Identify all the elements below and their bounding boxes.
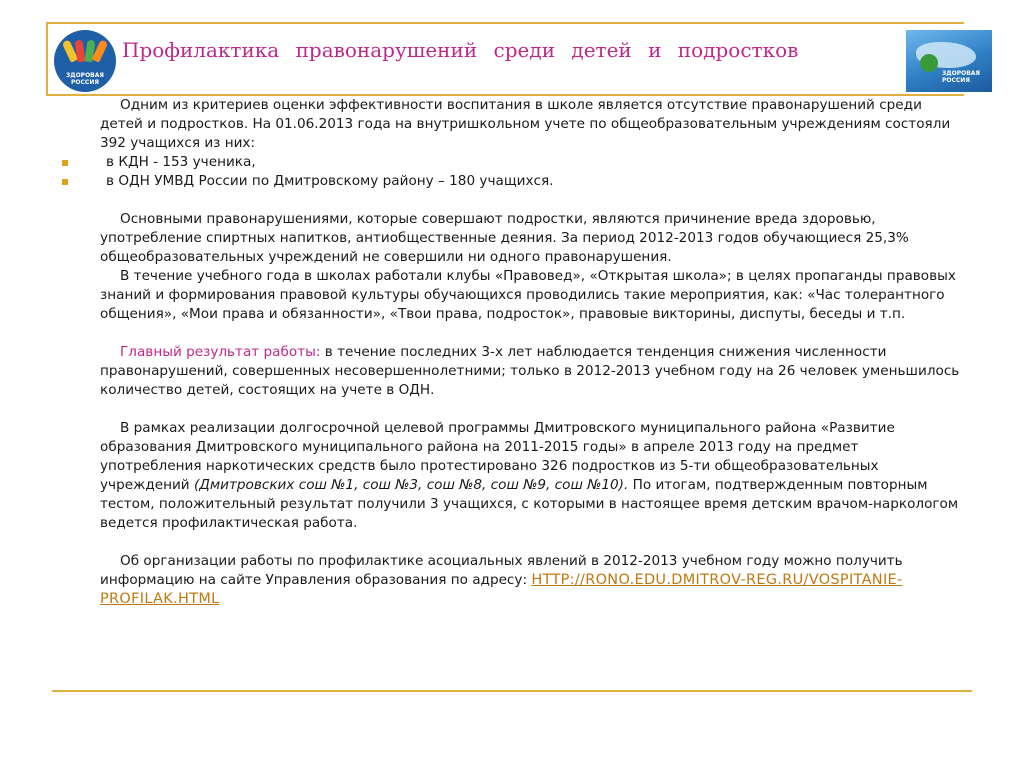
program-text-b: По итогам, подтвержденным повторным тестом, положительный результат получили 3 учащихся, с которыми в настоящее время детским врачом-наркологом ведется профилактическая работа. <box>100 477 959 531</box>
main-result-label: Главный результат работы: <box>120 344 321 360</box>
list-item-odn-text: в ОДН УМВД России по Дмитровскому району – 180 учащихся. <box>106 173 554 189</box>
logo-left-caption: ЗДОРОВАЯ РОССИЯ <box>65 72 105 86</box>
header-frame-left <box>46 22 48 94</box>
paragraph-program <box>100 419 960 533</box>
main-result-text: в течение последних 3-х лет наблюдается тенденция снижения численности правонарушений, совершенных несовершеннолетними; только в 2012-2013 учебном году на 26 человек уменьшилось количество детей, состоящих на учете в ОДН. <box>100 344 960 398</box>
program-text-a: В рамках реализации долгосрочной целевой программы Дмитровского муниципального района «Развитие образования Дмитровского муниципального района на 2011-2015 годы» в апреле 2013 году на предмет употребления наркотических средств было протестировано 326 подростков из 5-ти общеобразовательных учреждений <box>100 420 895 493</box>
bullet-icon <box>62 160 68 166</box>
paragraph-criteria: Одним из критериев оценки эффективности воспитания в школе является отсутствие правонарушений среди детей и подростков. На 01.06.2013 года на внутришкольном учете по общеобразовательным учреждениям состояли 392 учащихся из них: <box>100 97 951 151</box>
paragraph-main-offenses: Основными правонарушениями, которые совершают подростки, являются причинение вреда здоровью, употребление спиртных напитков, антиобщественные деяния. За период 2012-2013 годов обучающиеся 25,3% общеобразовательных учреждений не совершили ни одного правонарушения. <box>100 211 909 265</box>
page-title: Профилактика правонарушений среди детей и подростков <box>122 38 799 62</box>
paragraph-info-site <box>100 552 960 609</box>
paragraph-clubs: В течение учебного года в школах работали клубы «Правовед», «Открытая школа»; в целях пропаганды правовых знаний и формирования правовой культуры обучающихся проводились такие мероприятия, как: «Час толерантного общения», «Мои права и обязанности», «Твои права, подросток», правовые викторины, диспуты, беседы и т.п. <box>100 268 956 322</box>
list-item-kdn <box>100 153 960 172</box>
program-schools: (Дмитровских сош №1, сош №3, сош №8, сош №9, сош №10). <box>193 477 629 493</box>
education-site-link[interactable]: HTTP://RONO.EDU.DMITROV-REG.RU/VOSPITANIE-PROFILAK.HTML <box>100 572 903 607</box>
bullet-icon <box>62 179 68 185</box>
healthy-russia-logo-right <box>906 30 992 92</box>
header-frame-top <box>46 22 964 24</box>
list-item-odn <box>100 172 960 191</box>
info-site-text: Об организации работы по профилактике асоциальных явлений в 2012-2013 учебном году можно получить информацию на сайте Управления образования по адресу: <box>100 553 903 588</box>
main-content <box>100 96 960 609</box>
list-item-kdn-text: в КДН - 153 ученика, <box>106 154 256 170</box>
footer-divider <box>52 690 972 692</box>
healthy-russia-logo-left <box>54 30 116 92</box>
apple-icon <box>920 54 938 72</box>
logo-right-caption: ЗДОРОВАЯ РОССИЯ <box>942 70 981 84</box>
paragraph-main-result <box>100 343 960 400</box>
